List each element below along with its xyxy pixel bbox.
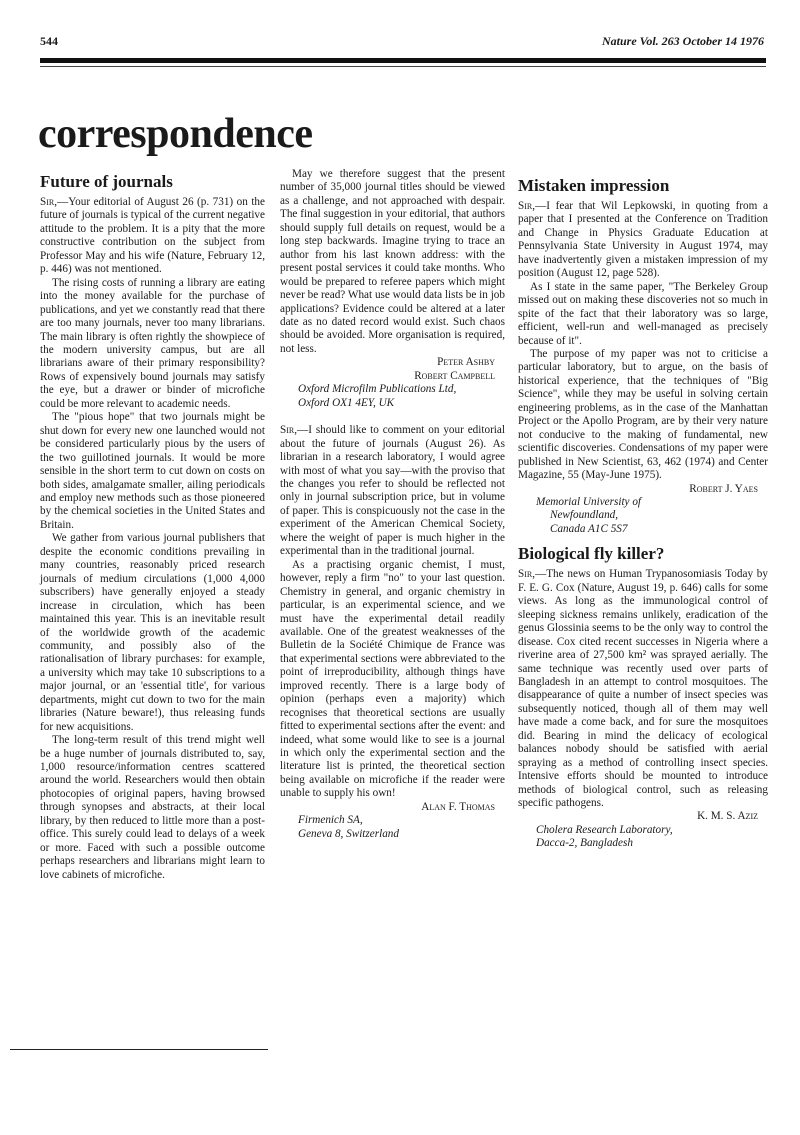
signature: Robert Campbell bbox=[414, 369, 495, 382]
paragraph: May we therefore suggest that the present number of 35,000 journal titles should be viewed as a challenge, and not approached with despair. The final suggestion in your editorial, that authors should supply full details on request, would be a long step backwards. Imagine trying to trace an author from his last known address: with the present postal services it could take months. Who would be prepared to referee papers which might never be read? What use would data lists be in job applications? Evidence could be altered at a later date as no dated record would exist. Such chaos should be avoided. More organisation is required, not less. bbox=[280, 168, 505, 355]
underline-mark bbox=[10, 1049, 268, 1050]
affiliation: Canada A1C 5S7 bbox=[550, 522, 628, 535]
paragraph: As a practising organic chemist, I must, however, reply a firm "no" to your last question. Chemistry in general, and organic chemistry in particular, is an experimental science, and we must have the experimental detail readily available. One of the greatest weaknesses of the Bulletin de la Société Chimique de France was that experimental sections were abbreviated to the point of irreproducibility, although things have improved recently. There is a large body of opinion (perhaps even a majority) which recognises that theoretical sections are usually fitted to experimental sections after the event: and indeed, what some would like to see is a journal in which only the experimental section and the literature list is printed, the theoretical section being available on microfiche if the reader were unable to supply his own! bbox=[280, 558, 505, 800]
salutation: Sir,— bbox=[518, 568, 547, 581]
paragraph: Sir,—I fear that Wil Lepkowski, in quoting from a paper that I presented at the Conference on Tradition and Change in Physics Graduate Education at Pennsylvania State University in August 1974, may have inadvertently given a mistaken impression of my position (August 12, page 528). bbox=[518, 200, 768, 280]
paragraph: Sir,—The news on Human Trypanosomiasis Today by F. E. G. Cox (Nature, August 19, p. 646) calls for some views. As long as the immunological control of sleeping sickness remains unlikely, eradication of the genus Glossinia seems to be the only way to control the disease. Cox cited recent successes in Nigeria where a riverine area of 27,500 km² was sprayed aerially. The same technique was recently used over parts of Bangladesh in an attempt to control mosquitoes. The disappearance of quite a number of insect species was subsequently noticed, though all of them may well have made a come back, and for sure the mosquitoes did. Bearing in mind the delicacy of ecological balances nobody should be satisfied with aerial spraying as a method of controlling insect species. Intensive efforts should be mounted to introduce methods of biological control, such as releasing specific pathogens. bbox=[518, 568, 768, 810]
paragraph: As I state in the same paper, "The Berkeley Group missed out on making these discoveries not so much in spite of the fact that their laboratory was so large, efficient, well-run and well-managed as precisely because of it". bbox=[518, 280, 768, 347]
paragraph: The rising costs of running a library are eating into the money available for the purchase of publications, and yet we constantly read that there are too many journals, never too many librarians. The main library is often rightly the showpiece of the modern university campus, but are all librarians aware of their primary responsibility? Rows of expensively bound journals may satisfy the eye, but a drawer or binder of microfiche could be more relevant to academic needs. bbox=[40, 276, 265, 410]
affiliation: Dacca-2, Bangladesh bbox=[536, 837, 633, 850]
paragraph: The long-term result of this trend might well be a huge number of journals distributed to, say, 1,000 resource/information centres scattered around the world. Researchers would then obtain photocopies of original papers, having browsed through synopses and abstracts, at their local library, by then reduced to little more than a post-office. This surely could lead to delays of a week or more. Faced with such a possible outcome perhaps researchers and librarians might learn to love cabinets of microfiche. bbox=[40, 734, 265, 881]
affiliation: Cholera Research Laboratory, bbox=[536, 823, 673, 836]
article-title-mistaken-impression: Mistaken impression bbox=[518, 176, 670, 195]
paragraph: Sir,—Your editorial of August 26 (p. 731) on the future of journals is typical of the current negative attitude to the problem. It is a pity that the more constructive contribution on the subject from Professor May and his wife (Nature, February 12, p. 446) was not mentioned. bbox=[40, 196, 265, 276]
page-number: 544 bbox=[40, 34, 58, 48]
salutation: Sir,— bbox=[40, 196, 69, 208]
spacer bbox=[280, 410, 505, 424]
paragraph: The "pious hope" that two journals might be shut down for every new one launched would not be considered particularly pious by the users of the two guillotined journals. It would be more sensible in the short term to cut down on costs on both sides, amalgamate smaller, ailing periodicals and employ new methods such as those pioneered by the chemical societies in the United States and Britain. bbox=[40, 411, 265, 531]
salutation: Sir,— bbox=[518, 200, 547, 212]
column-3 bbox=[518, 176, 768, 851]
header-rule bbox=[40, 58, 766, 63]
running-head: Nature Vol. 263 October 14 1976 bbox=[602, 34, 764, 48]
salutation: Sir,— bbox=[280, 424, 309, 437]
affiliation: Firmenich SA, bbox=[298, 814, 363, 827]
affiliation: Oxford Microfilm Publications Ltd, bbox=[298, 383, 457, 396]
paragraph: We gather from various journal publishers that despite the economic conditions prevailing in many countries, reasonably priced research journals of medium circulations (1,000 4,000 subscribers) have generally enjoyed a steady increase in circulation, which has been maintained this year. This is an inevitable result of the worldwide growth of the academic community, and possibly also of the rationalisation of library purchases: for example, a university which may take 10 subscriptions to a major journal, or an 'essential title', for various departments, might cut down to two for the main libraries (Nature beware!), thus releasing funds for new acquisitions. bbox=[40, 532, 265, 733]
signature: K. M. S. Aziz bbox=[697, 810, 758, 823]
article-title-future-of-journals: Future of journals bbox=[40, 172, 173, 191]
article-title-biological-fly-killer: Biological fly killer? bbox=[518, 544, 665, 564]
signature: Alan F. Thomas bbox=[421, 800, 495, 813]
affiliation: Memorial University of bbox=[536, 495, 642, 508]
paragraph: Sir,—I should like to comment on your editorial about the future of journals (August 26). As librarian in a research laboratory, I would agree with most of what you say—with the proviso that the changes you refer to should be reflected not only in journal subscription price, but in volume of paper. This is conspicuously not the case in the experiment of the American Chemical Society, where the weight of paper is much higher in the experimental than in the traditional journal. bbox=[280, 424, 505, 558]
column-2 bbox=[280, 168, 505, 841]
signature: Robert J. Yaes bbox=[689, 482, 758, 495]
signature: Peter Ashby bbox=[437, 356, 495, 369]
affiliation: Newfoundland, bbox=[550, 509, 619, 522]
column-1 bbox=[40, 172, 265, 882]
header-rule-thin bbox=[40, 66, 766, 67]
paragraph: The purpose of my paper was not to criticise a particular laboratory, but to argue, on the basis of historical experience, that the techniques of "Big Science", while they may be useful in solving certain engineering problems, as in the case of the Manhattan Project or the Apollo Program, are by their very nature not conducive to the making of fundamental, new scientific discoveries. Condensations of my paper were published in New Scientist, 63, 462 (1974) and Center Magazine, 55 (May-June 1975). bbox=[518, 347, 768, 482]
affiliation: Geneva 8, Switzerland bbox=[298, 827, 399, 840]
section-title: correspondence bbox=[38, 111, 313, 157]
spacer bbox=[518, 536, 768, 544]
affiliation: Oxford OX1 4EY, UK bbox=[298, 396, 395, 409]
